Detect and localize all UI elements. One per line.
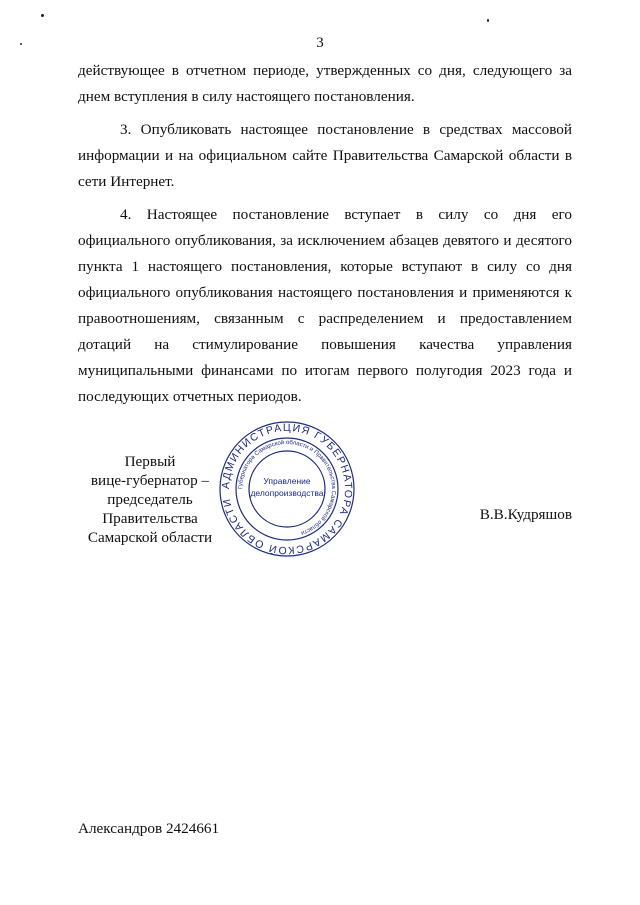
page-number: 3 [316, 35, 324, 51]
executor-contact: Александров 2424661 [78, 820, 220, 837]
signatory-title [60, 452, 240, 547]
signatory-title-line: председатель Правительства [102, 491, 198, 527]
seal-outer-text: АДМИНИСТРАЦИЯ ГУБЕРНАТОРА САМАРСКОЙ ОБЛАСТИ [219, 421, 355, 557]
paragraph-item-3: 3. Опубликовать настоящее постановление в средствах массовой информации и на официальном сайте Правительства Самарской области в сети Интернет. [78, 121, 572, 190]
signatory-title-line: вице-губернатор – [90, 472, 210, 489]
signatory-title-line: Первый [124, 453, 176, 470]
signatory-title-line: Самарской области [87, 529, 213, 546]
seal-center-line: Управление [263, 476, 311, 486]
paragraph-item-4: 4. Настоящее постановление вступает в силу со дня его официального опубликования, за исключением абзацев девятого и десятого пункта 1 настоящего постановления, которые вступают в силу со дня официального опубликования настоящего постановления и применяются к правоотношениям, связанным с распределением и предоставлением дотаций на стимулирование повышения качества управления муниципальными финансами по итогам первого полугодия 2023 года и последующих отчетных периодов. [78, 206, 572, 405]
seal-inner-text: Губернатора Самарской области и Правительства Самарской области [237, 439, 337, 536]
scan-speck [487, 19, 489, 22]
seal-center-line: делопроизводства [250, 488, 324, 498]
document-body [78, 58, 572, 410]
signatory-name: В.В.Кудряшов [479, 506, 572, 523]
official-seal-stamp [218, 420, 356, 558]
scan-speck [41, 14, 44, 17]
paragraph-continuation: действующее в отчетном периоде, утвержденных со дня, следующего за днем вступления в силу настоящего постановления. [78, 62, 572, 105]
